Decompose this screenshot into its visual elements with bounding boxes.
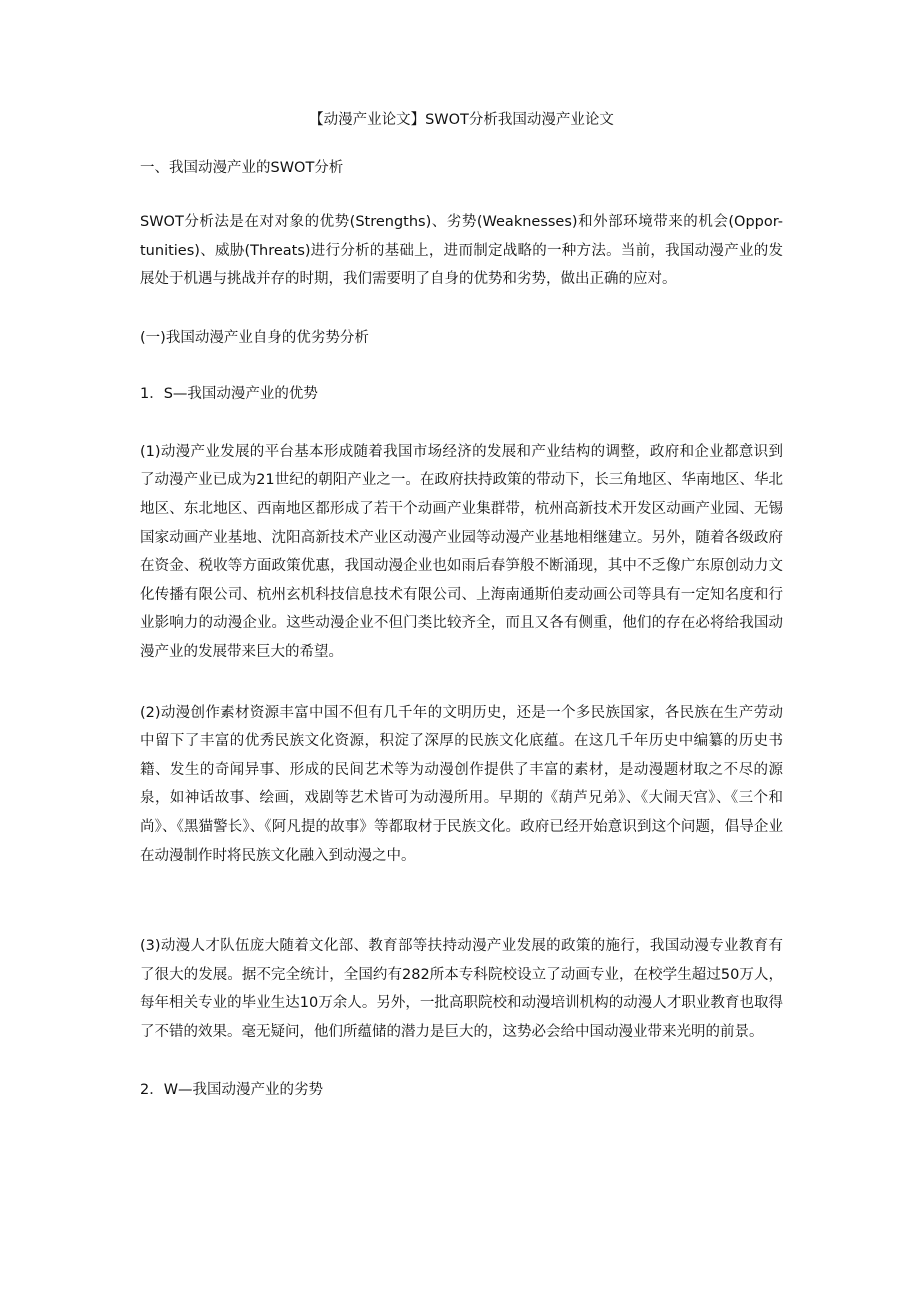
- weaknesses-heading: 2．W—我国动漫产业的劣势: [140, 1082, 324, 1099]
- strength-point-1: (1)动漫产业发展的平台基本形成随着我国市场经济的发展和产业结构的调整，政府和企业都意识到了动漫产业已成为21世纪的朝阳产业之一。在政府扶持政策的带动下，长三角地区、华南地区、华北地区、东北地区、西南地区都形成了若干个动画产业集群带，杭州高新技术开发区动画产业园、无锡国家动画产业基地、沈阳高新技术产业区动漫产业园等动漫产业基地相继建立。另外，随着各级政府在资金、税收等方面政策优惠，我国动漫企业也如雨后春笋般不断涌现，其中不乏像广东原创动力文化传播有限公司、杭州玄机科技信息技术有限公司、上海南通斯伯麦动画公司等具有一定知名度和行业影响力的动漫企业。这些动漫企业不但门类比较齐全，而且又各有侧重，他们的存在必将给我国动漫产业的发展带来巨大的希望。: [140, 443, 783, 660]
- strengths-heading: 1．S—我国动漫产业的优势: [140, 385, 318, 402]
- document-title: 【动漫产业论文】SWOT分析我国动漫产业论文: [309, 112, 614, 128]
- section-heading: 一、我国动漫产业的SWOT分析: [140, 160, 344, 176]
- document-body: [140, 108, 783, 1102]
- strength-point-2: (2)动漫创作素材资源丰富中国不但有几千年的文明历史，还是一个多民族国家，各民族在生产劳动中留下了丰富的优秀民族文化资源，积淀了深厚的民族文化底蕴。在这几千年历史中编纂的历史书籍、发生的奇闻异事、形成的民间艺术等为动漫创作提供了丰富的素材，是动漫题材取之不尽的源泉，如神话故事、绘画，戏剧等艺术皆可为动漫所用。早期的《葫芦兄弟》、《大闹天宫》、《三个和尚》、《黑猫警长》、《阿凡提的故事》等都取材于民族文化。政府已经开始意识到这个问题，倡导企业在动漫制作时将民族文化融入到动漫之中。: [140, 704, 783, 864]
- subsection-heading: (一)我国动漫产业自身的优劣势分析: [140, 329, 369, 346]
- intro-paragraph: SWOT分析法是在对对象的优势(Strengths)、劣势(Weaknesses)和外部环境带来的机会(Oppor-tunities)、威胁(Threats)进行分析的基础上，进而制定战略的一种方法。当前，我国动漫产业的发展处于机遇与挑战并存的时期，我们需要明了自身的优势和劣势，做出正确的应对。: [140, 214, 783, 288]
- strength-point-3: (3)动漫人才队伍庞大随着文化部、教育部等扶持动漫产业发展的政策的施行，我国动漫专业教育有了很大的发展。据不完全统计，全国约有282所本专科院校设立了动画专业，在校学生超过50万人，每年相关专业的毕业生达10万余人。另外，一批高职院校和动漫培训机构的动漫人才职业教育也取得了不错的效果。毫无疑问，他们所蕴储的潜力是巨大的，这势必会给中国动漫业带来光明的前景。: [140, 938, 783, 1040]
